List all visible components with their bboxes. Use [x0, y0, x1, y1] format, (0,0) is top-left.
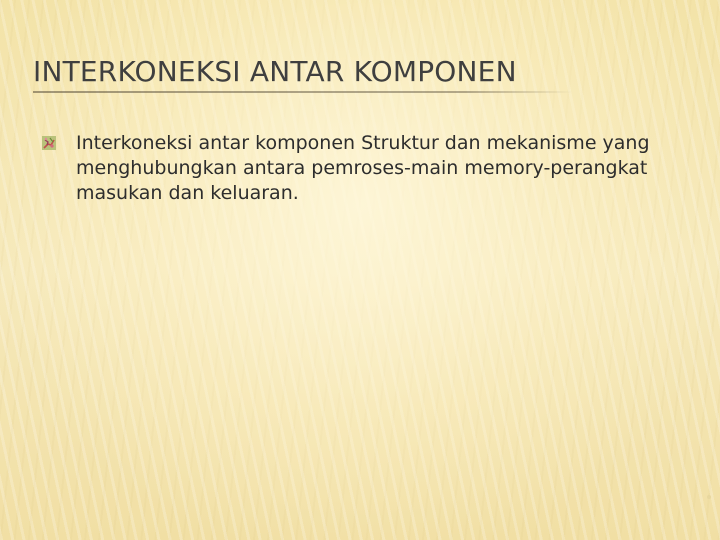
slide-title: INTERKONEKSI ANTAR KOMPONEN: [33, 55, 517, 88]
title-underline: [33, 91, 573, 93]
corner-dot-decoration: [706, 494, 712, 500]
fern-bullet-icon: [42, 135, 56, 149]
bullet-list: [40, 131, 660, 206]
list-item: [40, 131, 660, 206]
bullet-text: Interkoneksi antar komponen Struktur dan mekanisme yang menghubungkan antara pemroses-main memory-perangkat masukan dan keluaran.: [76, 132, 650, 204]
